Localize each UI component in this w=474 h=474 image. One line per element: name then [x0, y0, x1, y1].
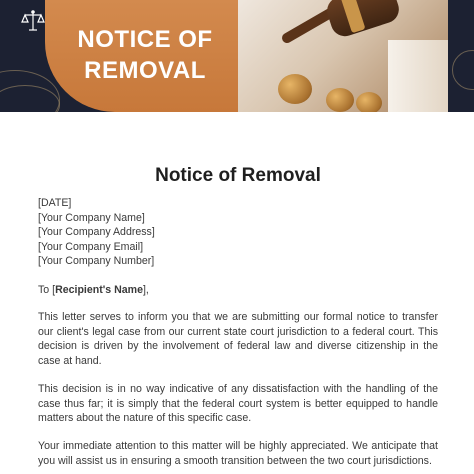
- document-title: Notice of Removal: [155, 165, 321, 186]
- header-banner: [0, 0, 474, 112]
- greeting-suffix: ],: [142, 284, 149, 296]
- sender-company-name: [Your Company Name]: [38, 211, 145, 224]
- greeting: [38, 283, 149, 298]
- banner-title: [45, 24, 245, 86]
- scale-pan-shape: [278, 74, 312, 104]
- sender-date: [DATE]: [38, 197, 72, 209]
- greeting-prefix: To [: [38, 284, 56, 296]
- banner-title-line2: REMOVAL: [84, 57, 206, 84]
- decorative-line: [452, 50, 474, 90]
- recipient-name: Recipient's Name: [55, 284, 143, 296]
- gavel-icon: [324, 0, 403, 40]
- paragraph-3: Your immediate attention to this matter will be highly appreciated. We anticipate that you will assist us in ensuring a smooth transition between the two court jurisdictions.: [38, 440, 438, 467]
- paragraph-1: This letter serves to inform you that we are submitting our formal notice to transfer our client's legal case from our current state court jurisdiction to a federal court. This decision is driven by the involvement of federal law and diverse citizenship in the case at hand.: [38, 311, 438, 367]
- gavel-photo: [238, 0, 448, 112]
- sender-company-address: [Your Company Address]: [38, 226, 155, 239]
- banner-title-line1: NOTICE OF: [77, 26, 213, 53]
- scales-of-justice-icon: [20, 8, 46, 34]
- scale-pan-shape: [356, 92, 382, 112]
- sender-company-email: [Your Company Email]: [38, 240, 144, 253]
- paragraph-2: This decision is in no way indicative of any dissatisfaction with the handling of the case thus far; it is simply that the federal court system is better equipped to handle matters about the nature of this specific case.: [38, 383, 438, 425]
- banner-right-panel: [448, 0, 474, 112]
- scale-pan-shape: [326, 88, 354, 112]
- sender-company-number: [Your Company Number]: [38, 255, 155, 268]
- book-shape: [388, 40, 448, 112]
